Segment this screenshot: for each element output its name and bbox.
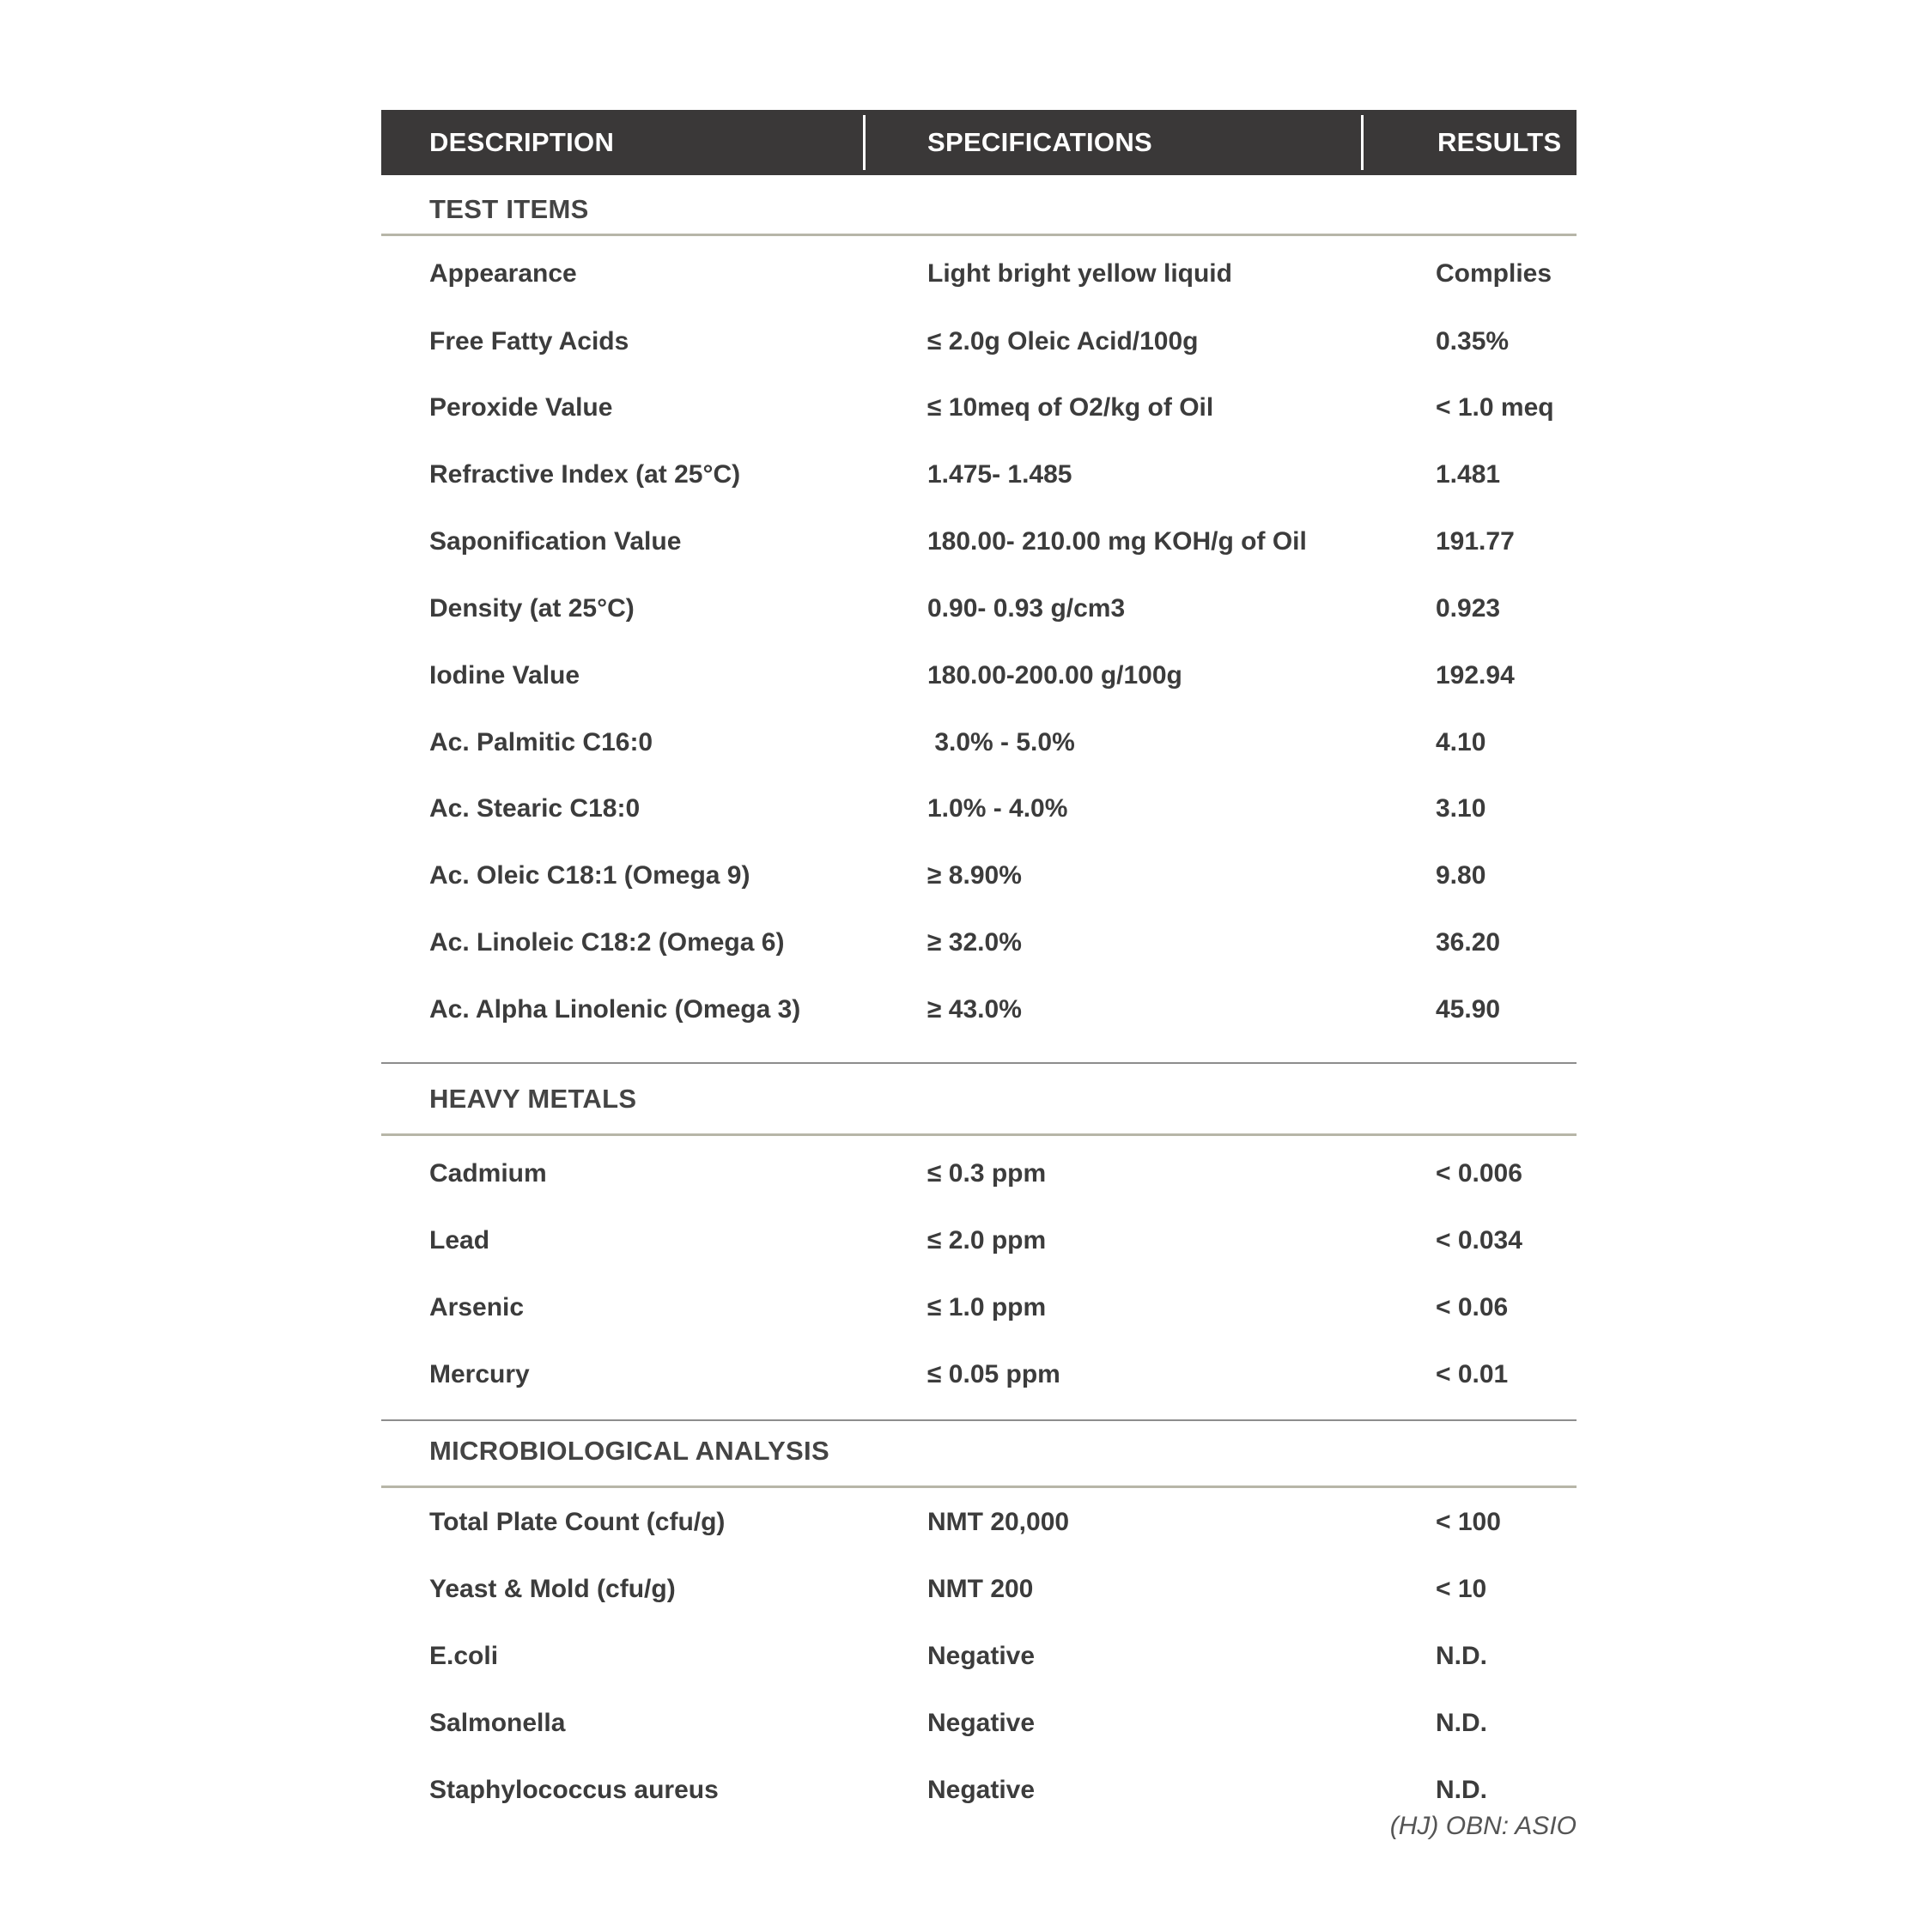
row-result: 45.90 bbox=[1436, 995, 1501, 1024]
row-description: Density (at 25°C) bbox=[429, 594, 635, 623]
row-specification: 1.0% - 4.0% bbox=[927, 794, 1068, 823]
row-specification: 0.90- 0.93 g/cm3 bbox=[927, 594, 1126, 623]
section-divider bbox=[381, 1062, 1577, 1064]
row-result: < 100 bbox=[1436, 1508, 1501, 1536]
table-row bbox=[381, 995, 1577, 1030]
row-result: < 1.0 meq bbox=[1436, 393, 1554, 422]
table-row bbox=[381, 393, 1577, 428]
row-result: < 0.06 bbox=[1436, 1293, 1509, 1321]
row-specification: Negative bbox=[927, 1709, 1036, 1737]
row-specification: ≤ 10meq of O2/kg of Oil bbox=[927, 393, 1214, 422]
section-divider bbox=[381, 1133, 1577, 1136]
table-row bbox=[381, 1575, 1577, 1609]
row-result: N.D. bbox=[1436, 1709, 1487, 1737]
row-description: Cadmium bbox=[429, 1159, 547, 1188]
table-row bbox=[381, 861, 1577, 896]
row-description: Appearance bbox=[429, 259, 577, 288]
row-description: Mercury bbox=[429, 1360, 530, 1388]
section-title-heavy-metals: HEAVY METALS bbox=[429, 1084, 637, 1114]
row-description: Iodine Value bbox=[429, 661, 580, 690]
table-row bbox=[381, 1508, 1577, 1542]
table-row bbox=[381, 1642, 1577, 1676]
row-result: Complies bbox=[1436, 259, 1552, 288]
row-description: Ac. Palmitic C16:0 bbox=[429, 728, 653, 756]
section-title-test-items: TEST ITEMS bbox=[429, 194, 589, 224]
row-description: Yeast & Mold (cfu/g) bbox=[429, 1575, 676, 1603]
row-result: 1.481 bbox=[1436, 460, 1501, 489]
row-description: Staphylococcus aureus bbox=[429, 1776, 719, 1804]
row-result: 0.35% bbox=[1436, 327, 1510, 355]
row-description: Saponification Value bbox=[429, 527, 682, 556]
table-row bbox=[381, 928, 1577, 963]
row-specification: ≥ 43.0% bbox=[927, 995, 1022, 1024]
row-result: 4.10 bbox=[1436, 728, 1486, 756]
document-footnote: (HJ) OBN: ASIO bbox=[1389, 1812, 1577, 1840]
table-row bbox=[381, 594, 1577, 629]
row-specification: 1.475- 1.485 bbox=[927, 460, 1072, 489]
row-result: < 10 bbox=[1436, 1575, 1487, 1603]
column-header-description: DESCRIPTION bbox=[429, 127, 615, 157]
row-description: Peroxide Value bbox=[429, 393, 613, 422]
row-specification: 3.0% - 5.0% bbox=[927, 728, 1075, 756]
table-body bbox=[381, 0, 1577, 1932]
row-specification: Light bright yellow liquid bbox=[927, 259, 1232, 288]
section-divider bbox=[381, 1419, 1577, 1421]
row-result: N.D. bbox=[1436, 1642, 1487, 1670]
row-specification: NMT 200 bbox=[927, 1575, 1034, 1603]
row-description: Ac. Oleic C18:1 (Omega 9) bbox=[429, 861, 750, 890]
row-specification: ≥ 8.90% bbox=[927, 861, 1022, 890]
row-result: < 0.01 bbox=[1436, 1360, 1509, 1388]
table-row bbox=[381, 259, 1577, 294]
row-result: N.D. bbox=[1436, 1776, 1487, 1804]
table-row bbox=[381, 460, 1577, 495]
row-specification: ≤ 2.0g Oleic Acid/100g bbox=[927, 327, 1199, 355]
row-description: Salmonella bbox=[429, 1709, 566, 1737]
row-description: Lead bbox=[429, 1226, 490, 1255]
row-specification: ≤ 0.05 ppm bbox=[927, 1360, 1060, 1388]
row-description: Ac. Alpha Linolenic (Omega 3) bbox=[429, 995, 801, 1024]
section-divider bbox=[381, 1485, 1577, 1488]
table-row bbox=[381, 1709, 1577, 1743]
row-result: 9.80 bbox=[1436, 861, 1486, 890]
row-description: Arsenic bbox=[429, 1293, 525, 1321]
row-specification: ≤ 1.0 ppm bbox=[927, 1293, 1047, 1321]
table-row bbox=[381, 1776, 1577, 1810]
section-title-microbiological-analysis: MICROBIOLOGICAL ANALYSIS bbox=[429, 1436, 829, 1466]
row-result: 192.94 bbox=[1436, 661, 1515, 690]
row-result: 36.20 bbox=[1436, 928, 1501, 957]
row-description: Ac. Linoleic C18:2 (Omega 6) bbox=[429, 928, 785, 957]
row-specification: ≥ 32.0% bbox=[927, 928, 1022, 957]
table-row bbox=[381, 1159, 1577, 1194]
row-description: Total Plate Count (cfu/g) bbox=[429, 1508, 726, 1536]
row-specification: 180.00- 210.00 mg KOH/g of Oil bbox=[927, 527, 1307, 556]
row-specification: Negative bbox=[927, 1642, 1036, 1670]
row-result: 191.77 bbox=[1436, 527, 1515, 556]
row-description: Free Fatty Acids bbox=[429, 327, 629, 355]
row-result: 3.10 bbox=[1436, 794, 1486, 823]
table-row bbox=[381, 1226, 1577, 1261]
row-result: 0.923 bbox=[1436, 594, 1501, 623]
table-row bbox=[381, 1360, 1577, 1394]
row-specification: 180.00-200.00 g/100g bbox=[927, 661, 1182, 690]
table-row bbox=[381, 661, 1577, 696]
row-description: Ac. Stearic C18:0 bbox=[429, 794, 641, 823]
row-description: Refractive Index (at 25°C) bbox=[429, 460, 741, 489]
column-header-results: RESULTS bbox=[1437, 127, 1562, 157]
table-row bbox=[381, 327, 1577, 361]
row-description: E.coli bbox=[429, 1642, 499, 1670]
section-divider bbox=[381, 234, 1577, 236]
row-specification: NMT 20,000 bbox=[927, 1508, 1070, 1536]
column-header-specifications: SPECIFICATIONS bbox=[927, 127, 1152, 157]
row-specification: Negative bbox=[927, 1776, 1036, 1804]
table-row bbox=[381, 794, 1577, 829]
row-specification: ≤ 0.3 ppm bbox=[927, 1159, 1047, 1188]
row-specification: ≤ 2.0 ppm bbox=[927, 1226, 1047, 1255]
row-result: < 0.034 bbox=[1436, 1226, 1522, 1255]
row-result: < 0.006 bbox=[1436, 1159, 1522, 1188]
table-row bbox=[381, 527, 1577, 562]
table-row bbox=[381, 1293, 1577, 1327]
table-row bbox=[381, 728, 1577, 762]
